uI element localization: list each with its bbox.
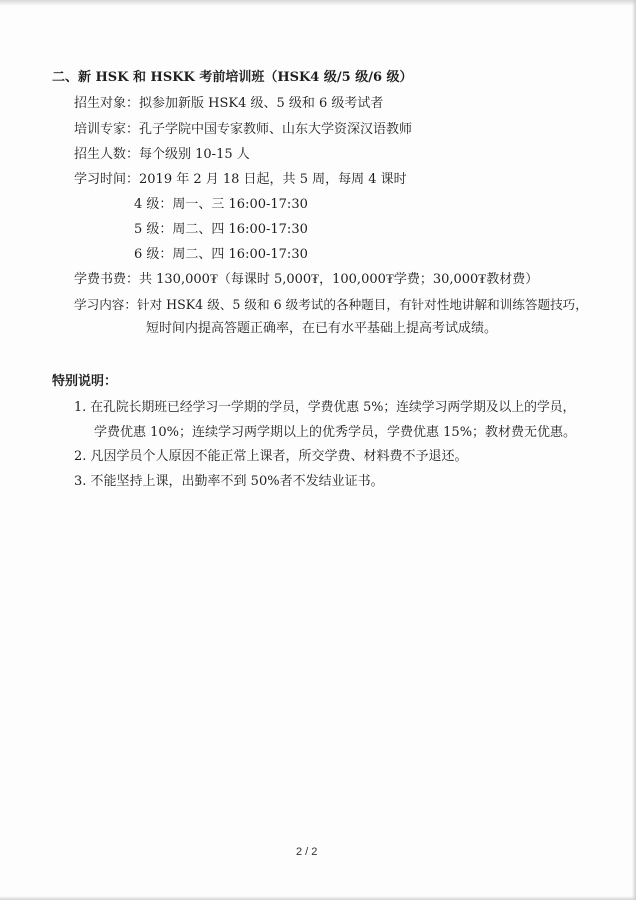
study-content-line-1: 学习内容：针对 HSK4 级、5 级和 6 级考试的各种题目，有针对性地讲解和训练答题技巧， xyxy=(74,297,588,312)
section-heading: 二、新 HSK 和 HSKK 考前培训班（HSK4 级/5 级/6 级） xyxy=(52,70,413,85)
class-size: 招生人数：每个级别 10-15 人 xyxy=(74,147,250,162)
schedule-level-5: 5 级：周二、四 16:00-17:30 xyxy=(134,222,308,237)
scan-edge-right xyxy=(632,0,636,900)
schedule-level-4: 4 级：周一、三 16:00-17:30 xyxy=(134,197,308,212)
note-1-line-2: 学费优惠 10%；连续学习两学期以上的优秀学员，学费优惠 15%；教材费无优惠。 xyxy=(94,425,577,440)
study-content-line-2: 短时间内提高答题正确率，在已有水平基础上提高考试成绩。 xyxy=(146,321,498,336)
note-1-line-1: 1. 在孔院长期班已经学习一学期的学员，学费优惠 5%；连续学习两学期及以上的学员， xyxy=(74,400,576,415)
note-3: 3. 不能坚持上课，出勤率不到 50%者不发结业证书。 xyxy=(74,474,384,489)
study-time: 学习时间：2019 年 2 月 18 日起，共 5 周，每周 4 课时 xyxy=(74,172,407,187)
fees: 学费书费：共 130,000₮（每课时 5,000₮，100,000₮学费；30,000₮教材费） xyxy=(74,272,539,287)
enrollment-target: 招生对象：拟参加新版 HSK4 级、5 级和 6 级考试者 xyxy=(74,96,384,111)
scan-edge-bottom xyxy=(0,896,636,900)
trainers: 培训专家：孔子学院中国专家教师、山东大学资深汉语教师 xyxy=(74,122,413,137)
note-2: 2. 凡因学员个人原因不能正常上课者，所交学费、材料费不予退还。 xyxy=(74,449,468,464)
schedule-level-6: 6 级：周二、四 16:00-17:30 xyxy=(134,247,308,262)
page-number: 2 / 2 xyxy=(296,846,318,858)
scan-edge-top xyxy=(0,0,636,6)
special-notes-heading: 特别说明： xyxy=(52,374,118,389)
